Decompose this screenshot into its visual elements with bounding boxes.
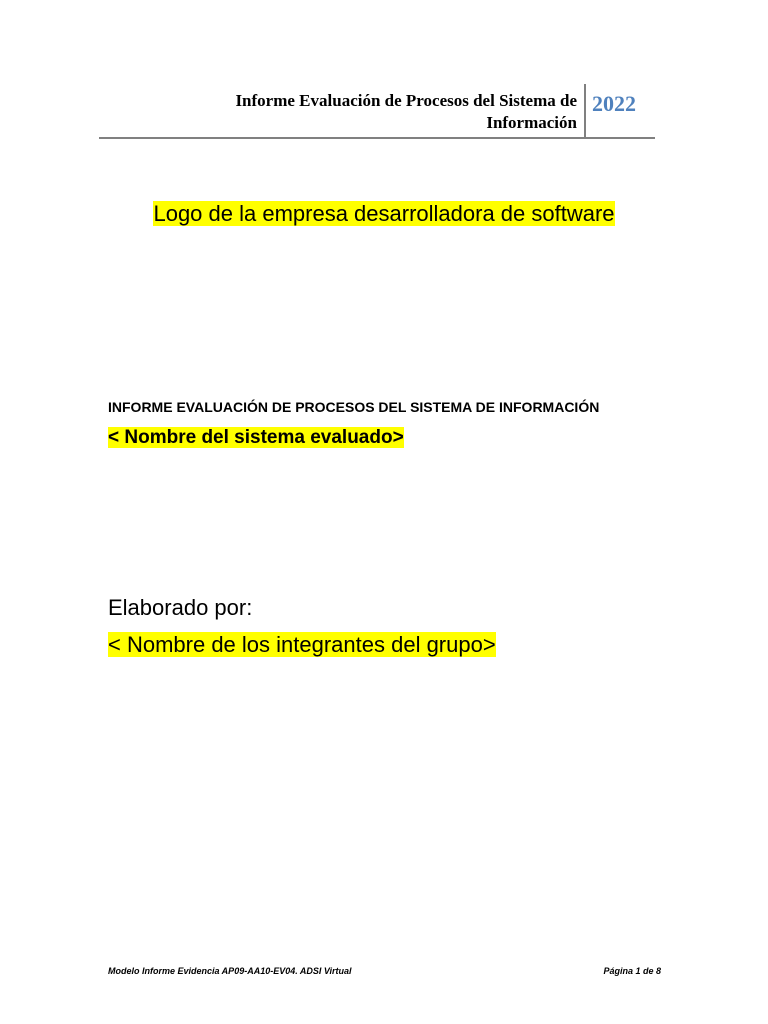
header-vertical-divider bbox=[584, 84, 586, 138]
report-caption: INFORME EVALUACIÓN DE PROCESOS DEL SISTEMA DE INFORMACIÓN bbox=[108, 399, 600, 415]
header-rule bbox=[99, 137, 655, 139]
page-header bbox=[99, 84, 655, 138]
members-placeholder: < Nombre de los integrantes del grupo> bbox=[108, 632, 496, 657]
header-year: 2022 bbox=[592, 91, 636, 116]
header-title bbox=[157, 90, 577, 134]
members-block bbox=[108, 630, 496, 660]
footer-document-name: Modelo Informe Evidencia AP09-AA10-EV04. ADSI Virtual bbox=[108, 966, 352, 976]
logo-placeholder: Logo de la empresa desarrolladora de software bbox=[153, 201, 615, 226]
header-title-line2: Información bbox=[486, 113, 577, 132]
logo-placeholder-block bbox=[0, 199, 768, 229]
header-title-line1: Informe Evaluación de Procesos del Sistema de bbox=[235, 91, 577, 110]
footer-page-number: Página 1 de 8 bbox=[603, 966, 661, 976]
system-name-block bbox=[108, 425, 404, 451]
system-name-placeholder: < Nombre del sistema evaluado> bbox=[108, 427, 404, 448]
prepared-by-label: Elaborado por: bbox=[108, 595, 253, 620]
